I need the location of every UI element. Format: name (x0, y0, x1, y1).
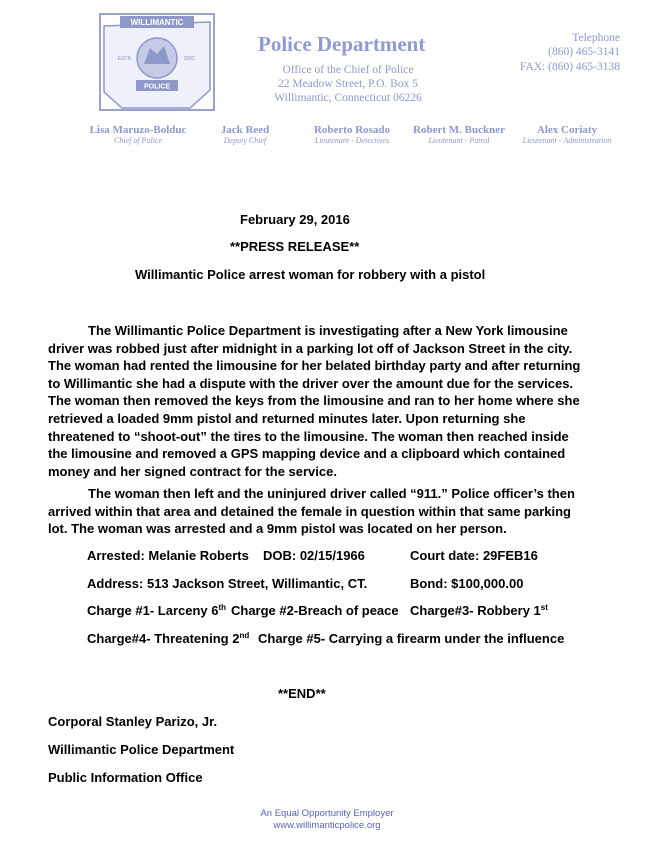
staff-title: Deputy Chief (223, 136, 267, 145)
date-of-birth: DOB: 02/15/1966 (263, 548, 365, 563)
arrested-name: Arrested: Melanie Roberts (87, 548, 249, 563)
body-paragraph-1 (48, 322, 588, 480)
fax-number: FAX: (860) 465-3138 (519, 61, 620, 73)
department-logo (98, 12, 216, 112)
logo-town-text: WILLIMANTIC (130, 18, 184, 27)
signature-office: Public Information Office (48, 770, 203, 785)
charge-5 (258, 631, 564, 646)
arrest-address: Address: 513 Jackson Street, Willimantic, CT. (87, 576, 368, 591)
department-title: Police Department (258, 32, 426, 56)
paragraph-text: The Willimantic Police Department is investigating after a New York limousine driver was robbed just after midnight in a parking lot off of Jackson Street in the city. The woman had rented the limousine for her belated birthday party and after returning to Willimantic she had a dispute with the driver over the amount due for the services. The woman then removed the keys from the limousine and ran to her home where she retrieved a loaded 9mm pistol and returned minutes later. Upon returning she threatened to “shoot-out” the tires to the limousine. The woman then reached inside the limousine and removed a GPS mapping device and a clipboard which contained money and her signed contract for the service. (48, 323, 581, 479)
charge-3 (410, 603, 548, 618)
release-date: February 29, 2016 (240, 212, 350, 227)
city-address: Willimantic, Connecticut 06226 (274, 92, 422, 104)
telephone-label: Telephone (572, 32, 620, 44)
charge-text: Charge #1- Larceny 6 (87, 603, 219, 618)
logo-estb-text: ESTB. (117, 56, 133, 62)
staff-name: Roberto Rosado (313, 124, 391, 136)
charge-1 (87, 603, 226, 618)
court-date: Court date: 29FEB16 (410, 548, 538, 563)
logo-year-text: 1893 (183, 56, 195, 62)
footer-website[interactable]: www.willimanticpolice.org (273, 820, 381, 831)
staff-name: Jack Reed (220, 124, 270, 136)
telephone-number: (860) 465-3141 (548, 46, 620, 58)
footer-employer: An Equal Opportunity Employer (260, 808, 394, 819)
charge-degree: st (540, 603, 548, 612)
staff-name: Robert M. Buckner (413, 124, 505, 136)
end-marker: **END** (278, 686, 326, 701)
body-paragraph-2 (48, 485, 588, 538)
charge-text: Charge#3- Robbery 1 (410, 603, 541, 618)
staff-lt-detectives (300, 124, 404, 145)
charge-degree: th (218, 603, 227, 612)
bond-amount: Bond: $100,000.00 (410, 576, 524, 591)
charge-2 (231, 603, 399, 618)
headline: Willimantic Police arrest woman for robbery with a pistol (135, 267, 486, 282)
staff-lt-administration (515, 124, 619, 145)
signature-department: Willimantic Police Department (48, 742, 235, 757)
press-release-label: **PRESS RELEASE** (230, 239, 360, 254)
signature-name: Corporal Stanley Parizo, Jr. (48, 714, 218, 729)
charge-4 (87, 631, 249, 646)
logo-badge-text: POLICE (143, 83, 171, 91)
charge-text: Charge#4- Threatening 2 (87, 631, 240, 646)
street-address: 22 Meadow Street, P.O. Box 5 (278, 78, 418, 90)
staff-name: Alex Coriaty (536, 124, 598, 136)
staff-title: Lieutenant - Detectives (314, 136, 390, 145)
staff-title: Chief of Police (114, 136, 162, 145)
staff-chief (84, 124, 192, 145)
staff-title: Lieutenant - Patrol (428, 136, 490, 145)
staff-title: Lieutenant - Administration (522, 136, 612, 145)
office-name: Office of the Chief of Police (282, 64, 414, 76)
charge-degree: nd (239, 631, 250, 640)
charge-text: Charge #2-Breach of peace (231, 603, 399, 618)
staff-lt-patrol (405, 124, 513, 145)
charge-text: Charge #5- Carrying a firearm under the influence (258, 631, 565, 646)
paragraph-text: The woman then left and the uninjured driver called “911.” Police officer’s then arrived within that area and detained the female in question within that same parking lot. The woman was arrested and a 9mm pistol was located on her person. (48, 486, 575, 537)
staff-deputy (205, 124, 285, 145)
staff-name: Lisa Maruzo-Bolduc (89, 124, 187, 136)
